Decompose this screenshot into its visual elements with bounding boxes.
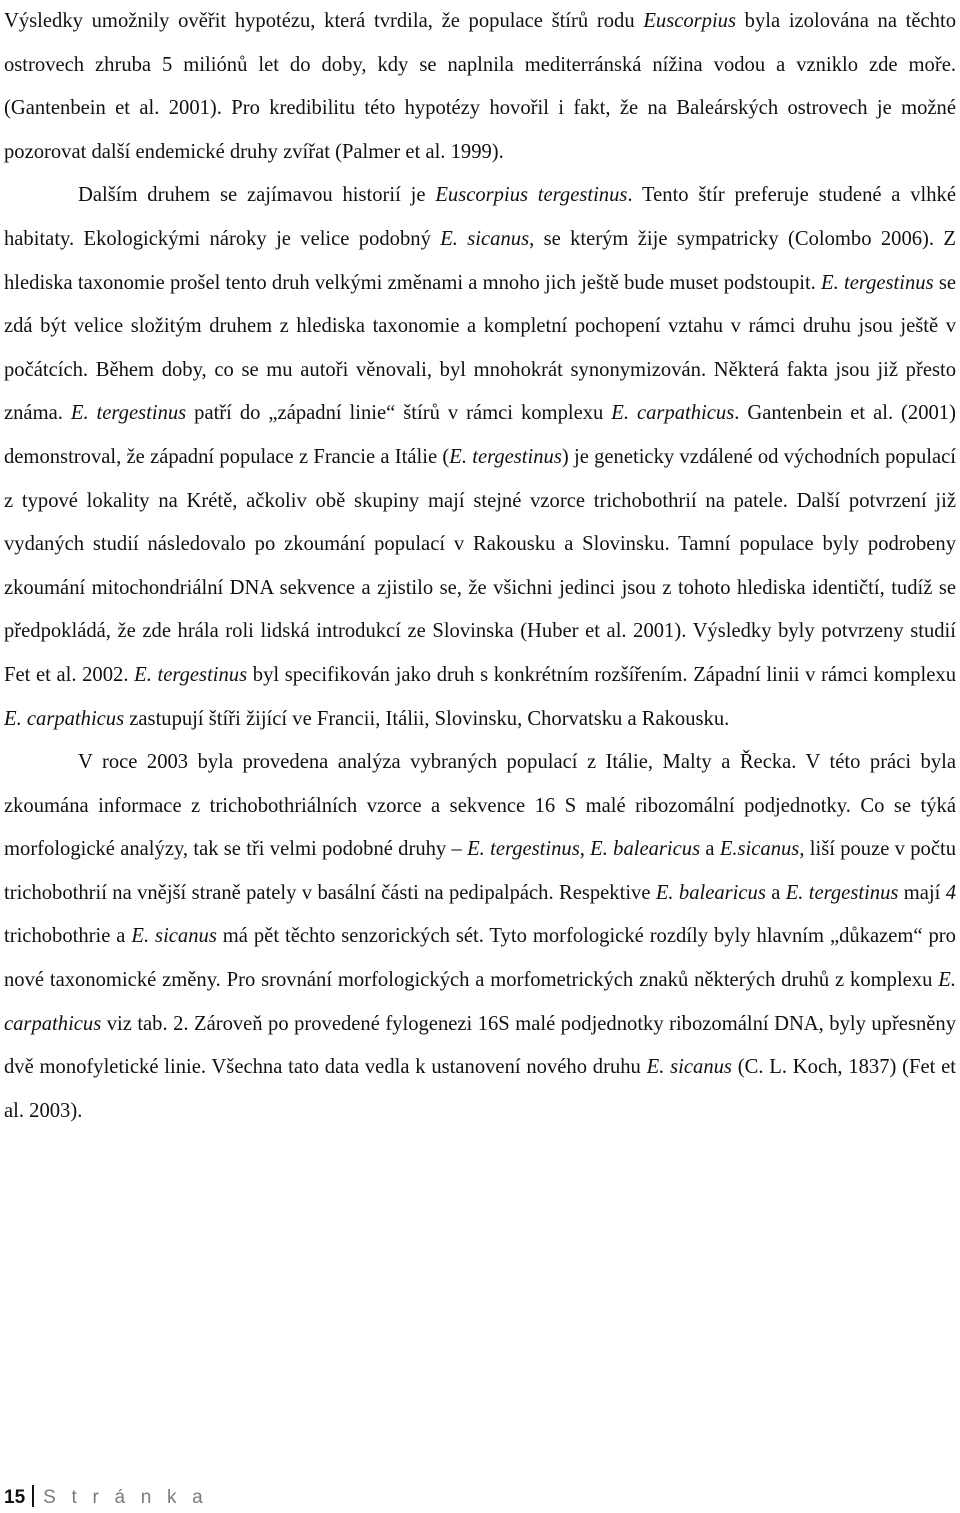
paragraph-3 [4,741,956,1133]
species-name: E. tergestinus [70,402,187,425]
species-name: E. sicanus [131,925,217,948]
paragraph-1 [4,0,956,174]
text-run: V roce 2003 byla provedena analýza vybraných populací z Itálie, Malty a Řecka. V této práci byla zkoumána informace z trichobothriálních vzorce a sekvence 16 S malé ribozomální podjednotky. Co se týká morfologické analýzy, tak se tři velmi podobné druhy – [4,751,956,861]
text-run: a [700,838,720,861]
text-run: mají [898,881,946,904]
text-run: byl specifikován jako druh s konkrétním rozšířením. Západní linii v rámci komplexu [247,663,956,686]
species-name: E. tergestinus [467,838,580,861]
text-run: zastupují štíři žijící ve Francii, Itálii, Slovinsku, Chorvatsku a Rakousku. [124,707,730,730]
species-name: E. balearicus [590,838,701,861]
page-footer [4,1484,208,1512]
species-name: E.sicanus [719,838,800,861]
species-name: E. tergestinus [785,881,899,904]
species-name: E. tergestinus [134,663,248,686]
text-run: viz tab. 2. Zároveň po provedené fylogenezi 16S malé podjednotky ribozomální DNA, byly upřesněny dvě monofyletické linie. Všechna tato data vedla k ustanovení nového druhu [4,1012,956,1079]
text-run: trichobothrie a [4,925,132,948]
species-name: E. tergestinus [821,271,934,294]
text-run: (C. L. Koch, 1837) (Fet et al. 2003). [4,1056,957,1122]
page-label: S t r á n k a [43,1487,208,1508]
text-run: Výsledky umožnily ověřit hypotézu, která tvrdila, že populace štírů rodu [4,10,644,32]
text-run: Dalším druhem se zajímavou historií je [78,184,436,207]
species-name: 4 [945,881,956,904]
text-run: má pět těchto senzorických sét. Tyto morfologické rozdíly byly hlavním „důkazem“ pro nové taxonomické změny. Pro srovnání morfologických a morfometrických znaků některých druhů z komplexu [4,925,956,992]
species-name: E. carpathicus [4,969,956,1035]
footer-separator [32,1485,34,1507]
text-run: byla izolována na těchto ostrovech zhruba 5 miliónů let do doby, kdy se naplnila mediterránská nížina vodou a vzniklo zde moře. (Gantenbein et al. 2001). Pro kredibilitu této hypotézy hovořil i fakt, že na Baleárských ostrovech je možné pozorovat další endemické druhy zvířat (Palmer et al. 1999). [4,10,956,163]
document-body [4,0,956,1133]
species-name: Euscorpius tergestinus [435,184,628,207]
text-run: , [579,838,591,861]
species-name: E. sicanus [646,1056,732,1079]
text-run: patří do „západní linie“ štírů v rámci komplexu [186,402,612,425]
species-name: E. balearicus [655,881,766,904]
text-run: . Gantenbein et al. (2001) demonstroval, že západní populace z Francie a Itálie ( [4,402,956,468]
text-run: , liší pouze v počtu trichobothrií na vnější straně pately v basální části na pedipalpách. Respektive [4,838,956,904]
text-run: ) je geneticky vzdálené od východních populací z typové lokality na Krétě, ačkoliv obě skupiny mají stejné vzorce trichobothrií na patele. Další potvrzení již vydaných studií následovalo po zkoumání populací v Rakousku a Slovinsku. Tamní populace byly podrobeny zkoumání mitochondriální DNA sekvence a zjistilo se, že všichni jedinci jsou z tohoto hlediska identičtí, tudíž se předpokládá, že zde hrála roli lidská introdukcí ze Slovinska (Huber et al. 2001). Výsledky byly potvrzeny studií Fet et al. 2002. [4,445,956,686]
text-run: se zdá být velice složitým druhem z hlediska taxonomie a kompletní pochopení vztahu v rámci druhu jsou ještě v počátcích. Během doby, co se mu autoři věnovali, byl mnohokrát synonymizován. Některá fakta jsou již přesto známa. [4,271,956,425]
text-run: , se kterým žije sympatricky (Colombo 2006). Z hlediska taxonomie prošel tento druh velkými změnami a mnoho jich ještě bude muset podstoupit. [4,227,956,294]
species-name: E. carpathicus [611,402,735,425]
page-number: 15 [4,1487,26,1508]
species-name: E. sicanus [440,227,530,250]
species-name: E. tergestinus [449,445,562,468]
species-name: E. carpathicus [4,707,125,730]
paragraph-2 [4,174,956,741]
text-run: a [765,881,786,904]
text-run: . Tento štír preferuje studené a vlhké habitaty. Ekologickými nároky je velice podobný [4,184,956,250]
species-name: Euscorpius [643,10,736,32]
